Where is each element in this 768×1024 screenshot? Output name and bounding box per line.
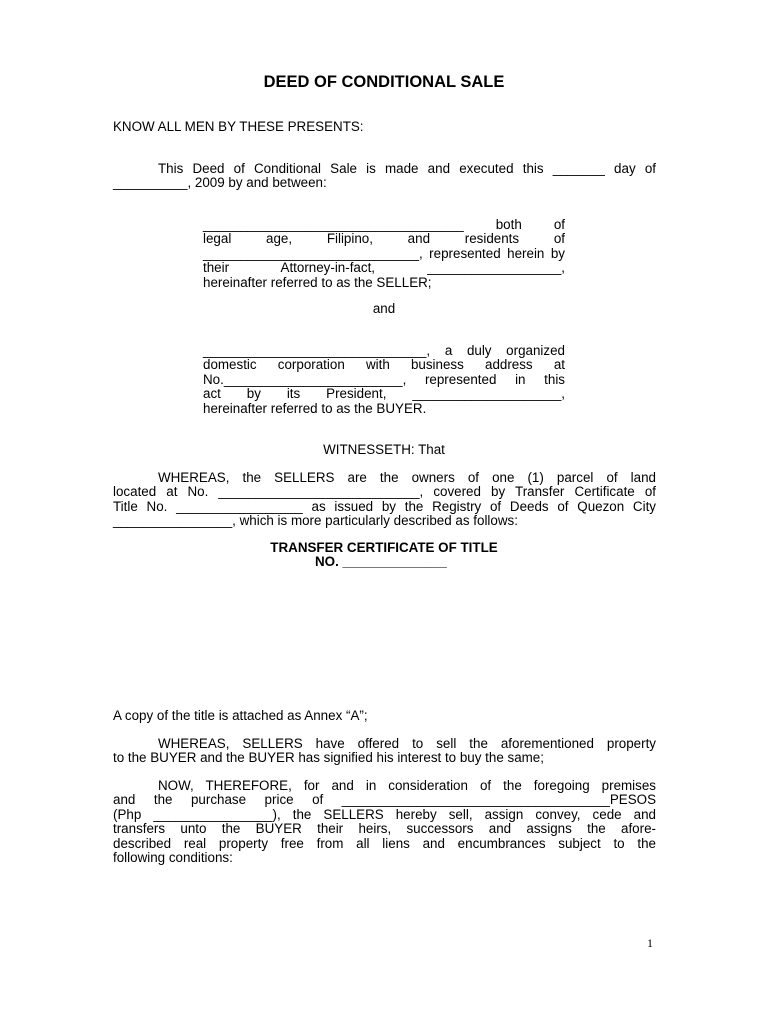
buyer-line-3: No.________________________, represented in this bbox=[203, 371, 565, 387]
document-title: DEED OF CONDITIONAL SALE bbox=[263, 73, 505, 91]
tct-heading: TRANSFER CERTIFICATE OF TITLE bbox=[270, 540, 498, 555]
now-therefore-line-3: (Php ________________), the SELLERS hereby sell, assign convey, cede and bbox=[113, 806, 656, 822]
whereas1-line-2: located at No. ___________________________, covered by Transfer Certificate of bbox=[113, 484, 656, 500]
whereas2-line-1: WHEREAS, SELLERS have offered to sell the aforementioned property bbox=[158, 736, 656, 751]
buyer-block bbox=[203, 344, 565, 416]
now-therefore-line-6: following conditions: bbox=[113, 850, 233, 866]
now-therefore-line-1: NOW, THEREFORE, for and in consideration of the foregoing premises bbox=[158, 778, 656, 793]
seller-block bbox=[203, 218, 565, 290]
tct-number: NO. ______________ bbox=[315, 554, 447, 569]
buyer-line-5: hereinafter referred to as the BUYER. bbox=[203, 400, 427, 416]
seller-line-5: hereinafter referred to as the SELLER; bbox=[203, 274, 432, 290]
now-therefore-line-2: and the purchase price of ____________________________________PESOS bbox=[113, 792, 656, 808]
whereas1-line-3: Title No. _________________ as issued by the Registry of Deeds of Quezon City bbox=[113, 498, 656, 514]
opening-paragraph bbox=[113, 162, 656, 191]
now-therefore-paragraph bbox=[113, 779, 656, 865]
now-therefore-line-5: described real property free from all liens and encumbrances subject to the bbox=[113, 835, 656, 851]
whereas1-line-1: WHEREAS, the SELLERS are the owners of one (1) parcel of land bbox=[158, 470, 656, 485]
annex-note: A copy of the title is attached as Annex “A”; bbox=[113, 708, 368, 723]
seller-line-4: their Attorney-in-fact, __________________, bbox=[203, 260, 565, 276]
now-therefore-line-4: transfers unto the BUYER their heirs, successors and assigns the afore- bbox=[113, 821, 656, 837]
buyer-line-4: act by its President, ____________________, bbox=[203, 386, 565, 402]
seller-line-3: _____________________________, represented herein by bbox=[203, 245, 565, 261]
and-separator: and bbox=[372, 301, 396, 316]
seller-line-2: legal age, Filipino, and residents of bbox=[203, 231, 565, 247]
page-number: 1 bbox=[647, 936, 653, 950]
intro-heading: KNOW ALL MEN BY THESE PRESENTS: bbox=[113, 119, 364, 134]
buyer-line-1: ______________________________, a duly organized bbox=[203, 343, 565, 358]
whereas2-line-2: to the BUYER and the BUYER has signified his interest to buy the same; bbox=[113, 750, 544, 766]
opening-line-2: __________, 2009 by and between: bbox=[113, 175, 327, 191]
whereas-paragraph-2 bbox=[113, 737, 656, 766]
seller-line-1: ___________________________________ both of bbox=[203, 217, 565, 232]
whereas-paragraph-1 bbox=[113, 471, 656, 529]
whereas1-line-4: ________________, which is more particularly described as follows: bbox=[113, 513, 518, 529]
witnesseth-heading: WITNESSETH: That bbox=[323, 442, 445, 457]
buyer-line-2: domestic corporation with business address at bbox=[203, 357, 565, 373]
opening-line-1: This Deed of Conditional Sale is made and executed this _______ day of bbox=[158, 161, 656, 176]
